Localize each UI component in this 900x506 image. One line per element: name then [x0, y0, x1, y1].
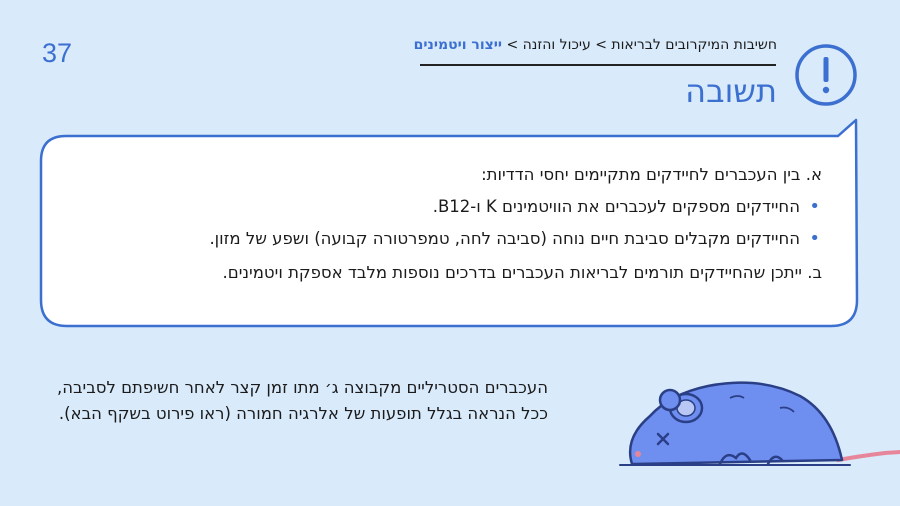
list-item: • החיידקים מקבלים סביבת חיים נוחה (סביבה לחה, טמפרטורה קבועה) ושפע של מזון. — [102, 226, 800, 252]
breadcrumb-path: חשיבות המיקרובים לבריאות > עיכול והזנה > — [502, 37, 777, 53]
bullet-icon: • — [809, 196, 820, 217]
answer-a-heading: א. בין העכברים לחיידקים מתקיימים יחסי הדדיות: — [481, 165, 822, 184]
answer-a-bullets — [102, 194, 822, 252]
answer-b-text: ב. ייתכן שהחיידקים תורמים לבריאות העכברים בדרכים נוספות מלבד אספקת ויטמינים. — [222, 263, 822, 282]
breadcrumb-current: ייצור ויטמינים — [413, 37, 503, 53]
caption-text: העכברים הסטריליים מקבוצה ג׳ מתו זמן קצר לאחר חשיפתם לסביבה, ככל הנראה בגלל תופעות של אלרגיה חמורה (ראו פירוט בשקף הבא). — [56, 378, 548, 423]
bullet-icon: • — [809, 228, 820, 249]
page-title: תשובה — [685, 72, 777, 110]
list-item: • החיידקים מספקים לעכברים את הוויטמינים K ו-B12. — [102, 194, 800, 220]
dead-mouse-illustration — [610, 368, 900, 478]
answer-content — [102, 162, 822, 286]
slide-number: 37 — [42, 38, 73, 68]
